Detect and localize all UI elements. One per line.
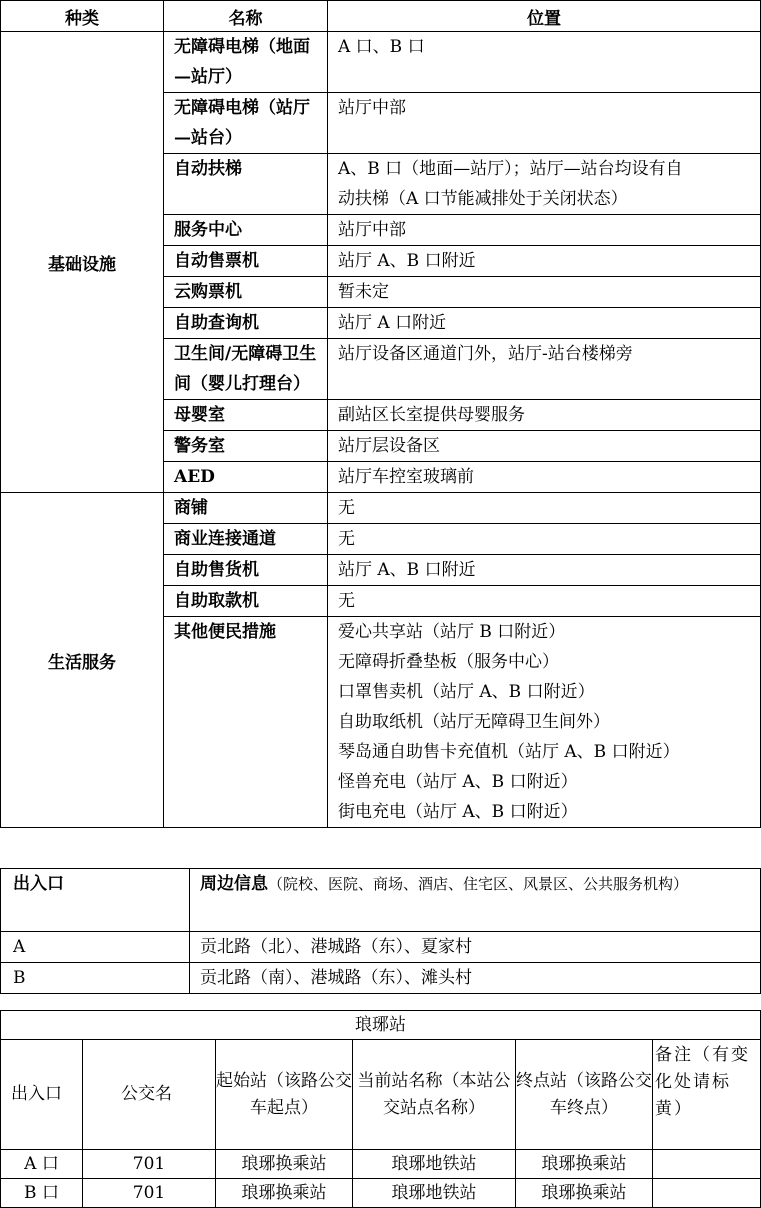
- facility-name: 自动售票机: [164, 246, 328, 277]
- surroundings-info: 贡北路（北）、港城路（东）、夏家村: [190, 932, 761, 963]
- facility-location: [328, 617, 761, 828]
- bus-row: [1, 1179, 761, 1208]
- bus-origin: 琅琊换乘站: [216, 1150, 353, 1179]
- header-name: 名称: [164, 1, 328, 32]
- facility-location: [328, 308, 761, 339]
- facility-location-line: 琴岛通自助售卡充值机（站厅 A、B 口附近）: [338, 742, 680, 762]
- facility-name: 商业连接通道: [164, 524, 328, 555]
- facility-location-line: 怪兽充电（站厅 A、B 口附近）: [338, 772, 578, 792]
- facility-name: 警务室: [164, 431, 328, 462]
- bus-header-remark: 备注（有变化处请标黄）: [653, 1040, 761, 1150]
- facility-category: 基础设施: [1, 32, 164, 493]
- facility-location: [328, 462, 761, 493]
- header-surroundings-title: 周边信息: [200, 874, 268, 894]
- facility-name: 服务中心: [164, 215, 328, 246]
- facility-name: 无障碍电梯（地面—站厅）: [164, 32, 328, 93]
- facility-location-line: A 口、B 口: [338, 37, 425, 57]
- facility-location: [328, 555, 761, 586]
- surroundings-header-row: [1, 869, 761, 932]
- bus-header-current: 当前站名称（本站公交站点名称）: [353, 1040, 516, 1150]
- facility-location-line: 无: [338, 591, 355, 611]
- surroundings-entrance: A: [1, 932, 190, 963]
- bus-current: 琅琊地铁站: [353, 1179, 516, 1208]
- header-category: 种类: [1, 1, 164, 32]
- facility-name: AED: [164, 462, 328, 493]
- facility-name: 商铺: [164, 493, 328, 524]
- surroundings-table: [0, 868, 761, 994]
- bus-current: 琅琊地铁站: [353, 1150, 516, 1179]
- facility-location-line: 副站区长室提供母婴服务: [338, 405, 525, 425]
- facility-row: [1, 32, 761, 93]
- facility-location-line: 无障碍折叠垫板（服务中心）: [338, 652, 559, 672]
- facility-location-line: 站厅 A 口附近: [338, 313, 447, 333]
- facility-location-line: 无: [338, 498, 355, 518]
- facility-location-line: 口罩售卖机（站厅 A、B 口附近）: [338, 682, 595, 702]
- facility-location-line: 暂未定: [338, 282, 389, 302]
- bus-entrance: B 口: [1, 1179, 83, 1208]
- facility-location: [328, 93, 761, 154]
- bus-origin: 琅琊换乘站: [216, 1179, 353, 1208]
- facility-location: [328, 215, 761, 246]
- bus-entrance: A 口: [1, 1150, 83, 1179]
- facility-location: [328, 154, 761, 215]
- bus-row: [1, 1150, 761, 1179]
- facility-location-line: 站厅层设备区: [338, 436, 440, 456]
- facility-location: [328, 32, 761, 93]
- facility-category: 生活服务: [1, 493, 164, 828]
- facility-name: 云购票机: [164, 277, 328, 308]
- facility-location: [328, 586, 761, 617]
- bus-route: 701: [83, 1179, 216, 1208]
- bus-terminal: 琅琊换乘站: [516, 1150, 653, 1179]
- facility-location-line: 无: [338, 529, 355, 549]
- facility-name: 母婴室: [164, 400, 328, 431]
- bus-header-origin: 起始站（该路公交车起点）: [216, 1040, 353, 1150]
- bus-remark: [653, 1150, 761, 1179]
- facility-name: 自助查询机: [164, 308, 328, 339]
- facility-name: 无障碍电梯（站厅—站台）: [164, 93, 328, 154]
- facility-location-line: A、B 口（地面—站厅）；站厅—站台均设有自: [338, 159, 683, 179]
- header-entrance: 出入口: [1, 869, 190, 932]
- facility-location-line: 站厅 A、B 口附近: [338, 251, 476, 271]
- bus-header-terminal: 终点站（该路公交车终点）: [516, 1040, 653, 1150]
- facility-location: [328, 400, 761, 431]
- facility-name: 自动扶梯: [164, 154, 328, 215]
- facility-location-line: 爱心共享站（站厅 B 口附近）: [338, 622, 566, 642]
- bus-remark: [653, 1179, 761, 1208]
- header-surroundings: [190, 869, 761, 932]
- bus-station-title: 琅琊站: [1, 1011, 761, 1040]
- bus-route: 701: [83, 1150, 216, 1179]
- facility-location-line: 站厅车控室玻璃前: [338, 467, 474, 487]
- bus-title-row: [1, 1011, 761, 1040]
- facilities-header-row: [1, 1, 761, 32]
- bus-terminal: 琅琊换乘站: [516, 1179, 653, 1208]
- bus-header-row: [1, 1040, 761, 1150]
- header-surroundings-note: （院校、医院、商场、酒店、住宅区、风景区、公共服务机构）: [268, 875, 689, 893]
- facility-location-line: 站厅 A、B 口附近: [338, 560, 476, 580]
- bus-header-route: 公交名: [83, 1040, 216, 1150]
- facilities-body: [1, 32, 761, 828]
- header-location: 位置: [328, 1, 761, 32]
- facility-location: [328, 431, 761, 462]
- surroundings-info: 贡北路（南）、港城路（东）、滩头村: [190, 963, 761, 994]
- facility-location: [328, 246, 761, 277]
- facility-location: [328, 277, 761, 308]
- facility-location: [328, 524, 761, 555]
- facility-row: [1, 493, 761, 524]
- surroundings-row: [1, 963, 761, 994]
- bus-table: [0, 1010, 761, 1208]
- surroundings-entrance: B: [1, 963, 190, 994]
- facility-name: 自助取款机: [164, 586, 328, 617]
- facility-location: [328, 493, 761, 524]
- facility-location-line: 动扶梯（A 口节能减排处于关闭状态）: [338, 189, 628, 209]
- facility-location-line: 站厅中部: [338, 98, 406, 118]
- facility-location: [328, 339, 761, 400]
- facility-name: 其他便民措施: [164, 617, 328, 828]
- facility-location-line: 自助取纸机（站厅无障碍卫生间外）: [338, 712, 610, 732]
- facility-name: 卫生间/无障碍卫生间（婴儿打理台）: [164, 339, 328, 400]
- surroundings-row: [1, 932, 761, 963]
- facility-location-line: 街电充电（站厅 A、B 口附近）: [338, 802, 578, 822]
- facility-location-line: 站厅设备区通道门外，站厅-站台楼梯旁: [338, 344, 633, 364]
- facility-location-line: 站厅中部: [338, 220, 406, 240]
- facility-name: 自助售货机: [164, 555, 328, 586]
- bus-header-entrance: 出入口: [1, 1040, 83, 1150]
